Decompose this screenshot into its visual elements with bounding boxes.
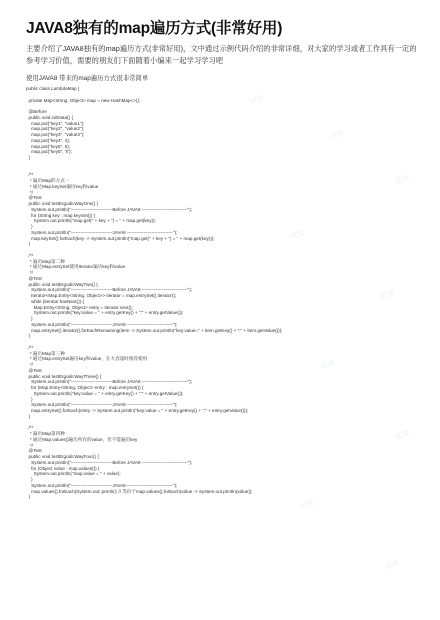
watermark-text: 试读 bbox=[384, 559, 400, 571]
watermark-text: 试读 bbox=[319, 359, 335, 371]
code-line: map.put("key4", 4); bbox=[26, 137, 71, 143]
code-line: */ bbox=[26, 442, 33, 448]
code-line: for (Object value : map.values()) { bbox=[26, 465, 100, 471]
code-line: System.out.println("map.value = " + value); bbox=[26, 471, 121, 477]
code-line: for (Map.Entry<String, Object> entry : map.entrySet()) { bbox=[26, 385, 144, 390]
intro-paragraph: 主要介绍了JAVA8独有的map遍历方式(非常好用)，文中通过示例代码介绍的非常详细，对大家的学习或者工作具有一定的参考学习价值，需要的朋友们下面随着小编来一起学习学习吧 bbox=[26, 44, 417, 65]
code-line: * 遍历Map第四种 bbox=[26, 431, 65, 436]
code-line: */ bbox=[26, 189, 33, 195]
usage-note: 使用JAVA8 带来的map遍历方式很非常简单 bbox=[26, 75, 149, 82]
code-line: } bbox=[26, 316, 33, 321]
watermark-text: 试读 bbox=[379, 289, 395, 301]
code-line: @Test bbox=[26, 275, 42, 281]
code-line: @Test bbox=[26, 448, 42, 454]
code-line: */ bbox=[26, 362, 33, 367]
code-line: * 遍历Map第二种 bbox=[26, 258, 65, 264]
code-line: private Map<String, Object> map = new HashMap<>(); bbox=[26, 97, 141, 103]
code-line: /** bbox=[26, 425, 34, 431]
code-line: System.out.println("---------------------------Before JAVA8 ------------------------------"); bbox=[26, 206, 193, 212]
code-line: public void testErgodicWayOne() { bbox=[26, 201, 99, 206]
code-line: while (iterator.hasNext()) { bbox=[26, 298, 84, 304]
code-line: * 通过Map.values()遍历所有的value，但不能遍历key bbox=[26, 436, 138, 442]
code-line: } bbox=[26, 396, 33, 402]
code-line: public void initData() { bbox=[26, 114, 73, 120]
code-line: map.put("key2", "value2"); bbox=[26, 126, 85, 132]
code-line: /** bbox=[26, 344, 34, 350]
code-line: Map.Entry<String, Object> entry = iterator.next(); bbox=[26, 304, 133, 310]
code-line: public class LambdaMap { bbox=[26, 86, 80, 91]
code-line: } bbox=[26, 413, 31, 419]
code-line: map.put("key5", 'h'); bbox=[26, 149, 72, 155]
code-line: System.out.println("---------------------------JAVA8 ------------------------------"); bbox=[26, 321, 178, 327]
code-line: System.out.println("key:value = " + entry.getKey() + ":" + entry.getValue()); bbox=[26, 390, 184, 396]
code-line: /** bbox=[26, 252, 34, 258]
code-line: map.entrySet().iterator().forEachRemaining(item -> System.out.println("key:value=" + item.getKey() + ":" + item.getValue())); bbox=[26, 327, 283, 333]
code-line: * 通过Map.keySet遍历key和value bbox=[26, 183, 99, 189]
code-line: } bbox=[26, 224, 33, 229]
code-line: map.entrySet().forEach(entry -> System.out.println("key:value = " + entry.getKey() + ":" + entry.getValue())); bbox=[26, 408, 249, 413]
code-line: } bbox=[26, 241, 31, 247]
code-line: */ bbox=[26, 270, 33, 275]
code-line: * 通过Map.entrySet遍历key和value，在大容量时推荐使用 bbox=[26, 356, 148, 362]
code-line: System.out.println("---------------------------Before JAVA8 ------------------------------"); bbox=[26, 459, 193, 465]
watermark-text: 试读 bbox=[249, 94, 265, 106]
watermark-text: 试读 bbox=[394, 174, 410, 186]
code-line: map.values().forEach(System.out::println); // 等价于map.values().forEach(value -> System.out.println(value)); bbox=[26, 488, 253, 494]
code-line: } bbox=[26, 333, 31, 339]
code-line: * 遍历Map的方式一 bbox=[26, 178, 70, 183]
code-line: map.keySet().forEach(key -> System.out.println("map.get(" + key + ") = " + map.get(key))); bbox=[26, 235, 215, 241]
code-line: for (String key : map.keySet()) { bbox=[26, 212, 96, 218]
code-line: @Test bbox=[26, 195, 42, 201]
watermark-text: 试读 bbox=[289, 229, 305, 241]
code-line: map.put("key1", "value1"); bbox=[26, 120, 85, 126]
code-line: * 通过Map.entrySet使用Iterator遍历key和value bbox=[26, 264, 126, 270]
code-line: System.out.println("map.get(" + key + ") = " + map.get(key)); bbox=[26, 218, 156, 224]
code-line: } bbox=[26, 155, 31, 160]
code-line: System.out.println("---------------------------JAVA8 ------------------------------"); bbox=[26, 482, 178, 488]
code-line: /** bbox=[26, 172, 34, 178]
code-line: public void testErgodicWayFour() { bbox=[26, 454, 99, 459]
watermark-text: 试读 bbox=[329, 129, 345, 141]
code-line: Iterator<Map.Entry<String, Object>> iterator = map.entrySet().iterator(); bbox=[26, 293, 177, 298]
code-line: public void testErgodicWayThree() { bbox=[26, 373, 102, 379]
code-line: } bbox=[26, 477, 33, 482]
watermark-text: 试读 bbox=[299, 499, 315, 511]
code-line: @Before bbox=[26, 109, 47, 114]
code-line: System.out.println("---------------------------Before JAVA8 ------------------------------"); bbox=[26, 379, 193, 385]
code-line: map.put("key3", "value3"); bbox=[26, 132, 85, 137]
code-line: } bbox=[26, 494, 31, 500]
code-block bbox=[26, 86, 426, 500]
code-line: System.out.println("---------------------------JAVA8 ------------------------------"); bbox=[26, 402, 178, 408]
page-title: JAVA8独有的map遍历方式(非常好用) bbox=[26, 20, 283, 37]
code-line: * 遍历Map第三种 bbox=[26, 350, 65, 356]
code-line: System.out.println("---------------------------JAVA8 ------------------------------"); bbox=[26, 229, 178, 235]
code-line: public void testErgodicWayTwo() { bbox=[26, 281, 98, 287]
code-line: @Test bbox=[26, 367, 42, 373]
watermark-text: 试读 bbox=[394, 429, 410, 441]
code-line: map.put("key5", 5); bbox=[26, 143, 71, 149]
code-line: System.out.println("key:value = " + entry.getKey() + ":" + entry.getValue()); bbox=[26, 310, 184, 316]
code-line: System.out.println("---------------------------Before JAVA8 ------------------------------"); bbox=[26, 287, 193, 293]
